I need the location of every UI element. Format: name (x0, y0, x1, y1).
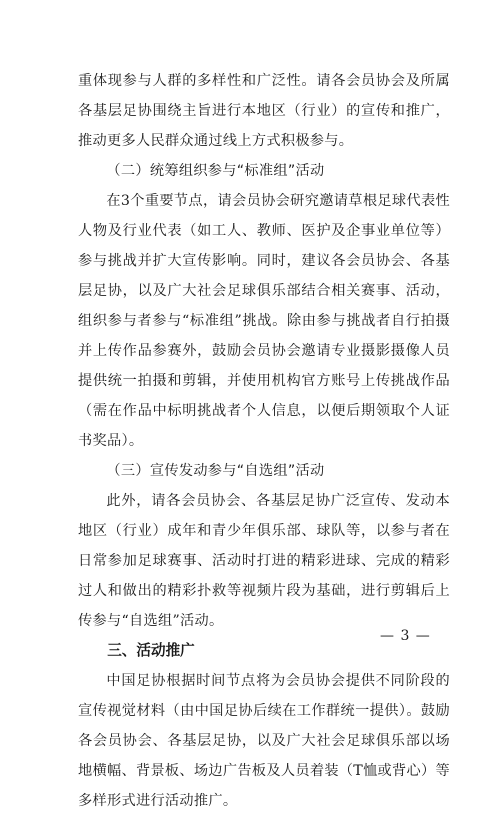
subheading-standard-group: （二）统筹组织参与“标准组”活动 (106, 163, 325, 179)
paragraph-standard-group: 在3个重要节点，请会员协会研究邀请草根足球代表性人物及行业代表（如工人、教师、医护及企事业单位等）参与挑战并扩大宣传影响。同时，建议各会员协会、各基层足协，以及广大社会足球俱乐部结合相关赛事、活动，组织参与者参与“标准组”挑战。除由参与挑战者自行拍摄并上传作品参赛外，鼓励会员协会邀请专业摄影摄像人员提供统一拍摄和剪辑，并使用机构官方账号上传挑战作品（需在作品中标明挑战者个人信息，以便后期领取个人证书奖品）。 (78, 193, 450, 449)
paragraph-continuation: 重体现参与人群的多样性和广泛性。请各会员协会及所属各基层足协围绕主旨进行本地区（行业）的宣传和推广，推动更多人民群众通过线上方式积极参与。 (78, 73, 450, 149)
paragraph-optional-group: 此外，请各会员协会、各基层足协广泛宣传、发动本地区（行业）成年和青少年俱乐部、球队等，以参与者在日常参加足球赛事、活动时打进的精彩进球、完成的精彩过人和做出的精彩扑救等视频片段为基础，进行剪辑后上传参与“自选组”活动。 (78, 493, 450, 629)
paragraph-promotion: 中国足协根据时间节点将为会员协会提供不同阶段的宣传视觉材料（由中国足协后续在工作群统一提供）。鼓励各会员协会、各基层足协，以及广大社会足球俱乐部以场地横幅、背景板、场边广告板及人员着装（T恤或背心）等多样形式进行活动推广。 (78, 673, 450, 809)
page-number: — 3 — (380, 628, 431, 644)
document-body (78, 66, 450, 816)
section-heading-promotion: 三、活动推广 (107, 642, 195, 659)
subheading-optional-group: （三）宣传发动参与“自选组”活动 (106, 463, 325, 479)
